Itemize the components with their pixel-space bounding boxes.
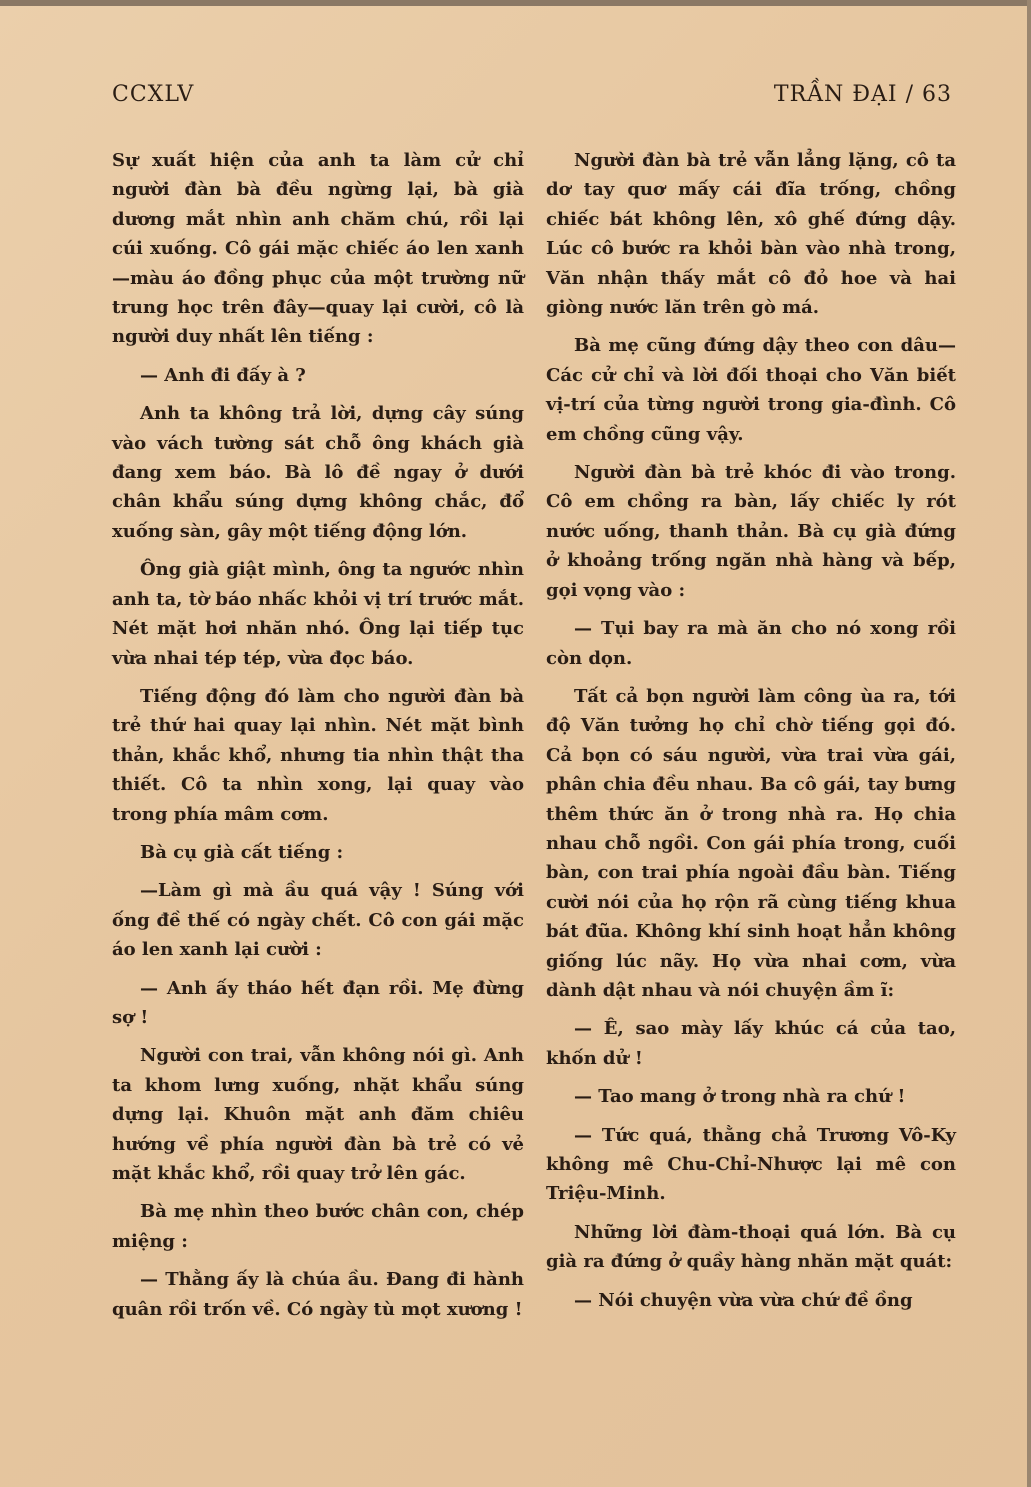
author-page-number: TRẦN ĐẠI / 63	[773, 82, 952, 107]
paragraph: — Tụi bay ra mà ăn cho nó xong rồi còn dọn.	[546, 618, 956, 669]
paragraph: — Thằng ấy là chúa ầu. Đang đi hành quân rồi trốn về. Có ngày tù mọt xương !	[112, 1269, 524, 1320]
paragraph: Người đàn bà trẻ vẫn lẳng lặng, cô ta dơ tay quơ mấy cái đĩa trống, chồng chiếc bát không lên, xô ghế đứng dậy. Lúc cô bước ra khỏi bàn vào nhà trong, Văn nhận thấy mắt cô đỏ hoe và hai giòng nước lăn trên gò má.	[546, 150, 956, 319]
right-column	[546, 146, 956, 1324]
paragraph: Ông già giật mình, ông ta ngước nhìn anh ta, tờ báo nhấc khỏi vị trí trước mắt. Nét mặt hơi nhăn nhó. Ông lại tiếp tục vừa nhai tép tép, vừa đọc báo.	[112, 559, 524, 669]
paragraph: — Anh đi đấy à ?	[140, 364, 306, 386]
paragraph: — Anh ấy tháo hết đạn rồi. Mẹ đừng sợ !	[112, 977, 524, 1028]
running-header	[112, 82, 952, 112]
paragraph: —Làm gì mà ầu quá vậy ! Súng với ống đề thế có ngày chết. Cô con gái mặc áo len xanh lại cười :	[112, 880, 524, 961]
paragraph: Sự xuất hiện của anh ta làm cử chỉ người đàn bà đều ngừng lại, bà già dương mắt nhìn anh chăm chú, rồi lại cúi xuống. Cô gái mặc chiếc áo len xanh—màu áo đồng phục của một trường nữ trung học trên đây—quay lại cười, cô là người duy nhất lên tiếng :	[112, 150, 524, 348]
paragraph: Bà mẹ cũng đứng dậy theo con dâu— Các cử chỉ và lời đối thoại cho Văn biết vị-trí của từng người trong gia-đình. Cô em chồng cũng vậy.	[546, 335, 956, 445]
paragraph: Những lời đàm-thoại quá lớn. Bà cụ già ra đứng ở quầy hàng nhăn mặt quát:	[546, 1221, 956, 1273]
page-top-edge	[0, 0, 1031, 6]
paragraph: Bà cụ già cất tiếng :	[140, 841, 344, 863]
paragraph: Người con trai, vẫn không nói gì. Anh ta khom lưng xuống, nhặt khẩu súng dựng lại. Khuôn mặt anh đăm chiêu hướng về phía người đàn bà trẻ có vẻ mặt khắc khổ, rồi quay trở lên gác.	[112, 1045, 524, 1184]
left-column	[112, 146, 524, 1333]
paragraph: Bà mẹ nhìn theo bước chân con, chép miệng :	[112, 1201, 524, 1252]
paragraph: — Tức quá, thằng chả Trương Vô-Ky không mê Chu-Chỉ-Nhược lại mê con Triệu-Minh.	[546, 1124, 956, 1205]
paragraph: Người đàn bà trẻ khóc đi vào trong. Cô em chồng ra bàn, lấy chiếc ly rót nước uống, thanh thản. Bà cụ già đứng ở khoảng trống ngăn nhà hàng và bếp, gọi vọng vào :	[546, 462, 956, 601]
paragraph: Tiếng động đó làm cho người đàn bà trẻ thứ hai quay lại nhìn. Nét mặt bình thản, khắc khổ, nhưng tia nhìn thật tha thiết. Cô ta nhìn xong, lại quay vào trong phía mâm cơm.	[112, 685, 524, 825]
paragraph: — Tao mang ở trong nhà ra chứ !	[574, 1086, 906, 1108]
paragraph: Tất cả bọn người làm công ùa ra, tới độ Văn tưởng họ chỉ chờ tiếng gọi đó. Cả bọn có sáu người, vừa trai vừa gái, phân chia đều nhau. Ba cô gái, tay bưng thêm thức ăn ở trong nhà ra. Họ chia nhau chỗ ngồi. Con gái phía trong, cuối bàn, con trai phía ngoài đầu bàn. Tiếng cười nói của họ rộn rã cùng tiếng khua bát đũa. Không khí sinh hoạt hẳn không giống lúc nãy. Họ vừa nhai cơm, vừa dành dật nhau và nói chuyện ầm ĩ:	[546, 685, 956, 1001]
paragraph: Anh ta không trả lời, dựng cây súng vào vách tường sát chỗ ông khách già đang xem báo. Bà lô đề ngay ở dưới chân khẩu súng dựng không chắc, đổ xuống sàn, gây một tiếng động lớn.	[112, 403, 524, 542]
page-right-edge	[1027, 0, 1031, 1487]
chapter-number: CCXLV	[112, 82, 195, 107]
paragraph: — Nói chuyện vừa vừa chứ đề ồng	[574, 1289, 913, 1311]
paragraph: — Ê, sao mày lấy khúc cá của tao, khốn dử !	[546, 1018, 956, 1069]
